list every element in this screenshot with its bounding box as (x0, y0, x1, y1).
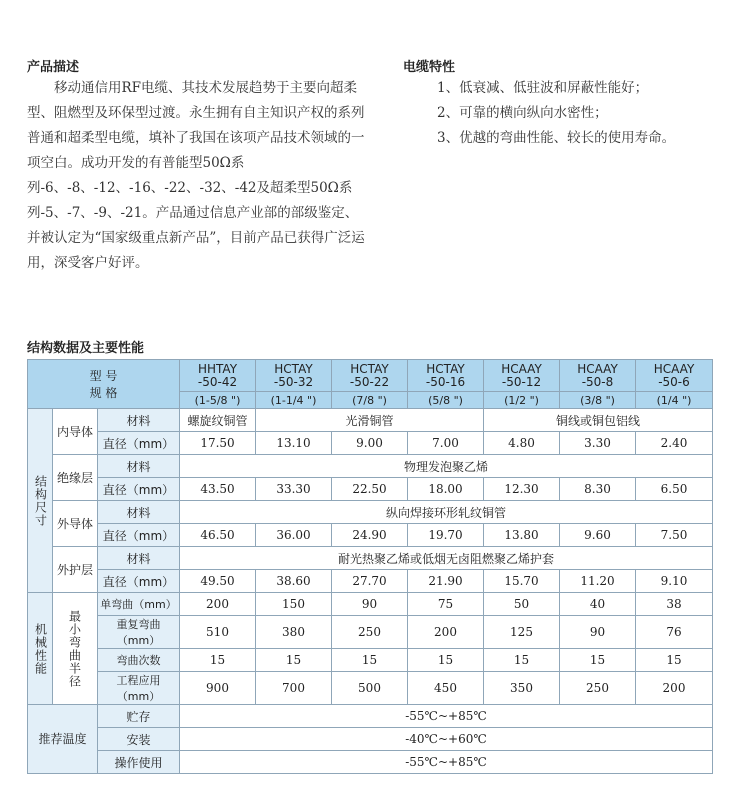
insulation-diameter: 33.30 (256, 478, 332, 501)
insulation-diameter: 43.50 (180, 478, 256, 501)
temp-row-label: 安装 (98, 728, 180, 751)
jacket-diameter: 9.10 (636, 570, 713, 593)
model-spec-label (28, 360, 180, 409)
outer-diameter: 24.90 (332, 524, 408, 547)
jacket-diameter: 27.70 (332, 570, 408, 593)
size-cell: (3/8 ") (560, 392, 636, 409)
model-name: HCAAY (653, 361, 695, 376)
product-description-text (27, 76, 367, 276)
temp-value: -40℃~+60℃ (180, 728, 713, 751)
mech-value: 15 (332, 649, 408, 672)
outer-diameter: 13.80 (484, 524, 560, 547)
outer-diameter: 9.60 (560, 524, 636, 547)
mech-value: 200 (408, 616, 484, 649)
model-code: -50-6 (658, 374, 690, 389)
jacket-diameter: 38.60 (256, 570, 332, 593)
model-cell (408, 360, 484, 392)
inner-diameter: 2.40 (636, 432, 713, 455)
outer-diameter: 7.50 (636, 524, 713, 547)
mech-value: 250 (560, 672, 636, 705)
mech-value: 15 (408, 649, 484, 672)
cable-features-title: 电缆特性 (403, 60, 456, 75)
model-code: -50-22 (349, 374, 390, 389)
inner-diameter: 9.00 (332, 432, 408, 455)
header-row-model (28, 360, 713, 392)
mech-value: 510 (180, 616, 256, 649)
outer-diameter: 19.70 (408, 524, 484, 547)
feature-item: 3、优越的弯曲性能、较长的使用寿命。 (437, 130, 676, 146)
material-label: 材料 (98, 501, 180, 524)
jacket-material-row (28, 547, 713, 570)
temp-row-operation (28, 751, 713, 774)
material-label: 材料 (98, 409, 180, 432)
insulation-diameter: 6.50 (636, 478, 713, 501)
mech-value: 50 (484, 593, 560, 616)
mech-value: 15 (180, 649, 256, 672)
mech-value: 200 (180, 593, 256, 616)
inner-material-a: 螺旋纹铜管 (180, 409, 256, 432)
size-cell: (1-5/8 ") (180, 392, 256, 409)
mech-value: 15 (256, 649, 332, 672)
mech-value: 38 (636, 593, 713, 616)
inner-conductor-label: 内导体 (53, 409, 98, 455)
mech-value: 450 (408, 672, 484, 705)
mech-value: 90 (560, 616, 636, 649)
mech-value: 200 (636, 672, 713, 705)
mech-value: 15 (484, 649, 560, 672)
size-label: 规 格 (89, 386, 118, 400)
model-name: HCTAY (426, 361, 465, 376)
mech-value: 75 (408, 593, 484, 616)
insulation-material: 物理发泡聚乙烯 (180, 455, 713, 478)
model-code: -50-16 (425, 374, 466, 389)
inner-material-b: 光滑铜管 (256, 409, 484, 432)
mech-value: 125 (484, 616, 560, 649)
inner-diameter: 13.10 (256, 432, 332, 455)
outer-diameter: 46.50 (180, 524, 256, 547)
outer-material: 纵向焊接环形轧纹铜管 (180, 501, 713, 524)
inner-diameter: 4.80 (484, 432, 560, 455)
jacket-material: 耐光热聚乙烯或低烟无卤阻燃聚乙烯护套 (180, 547, 713, 570)
cable-features-list (437, 76, 727, 151)
inner-material-c: 铜线或铜包铝线 (484, 409, 713, 432)
diameter-label: 直径（mm） (98, 570, 180, 593)
outer-diameter: 36.00 (256, 524, 332, 547)
temp-value: -55℃~+85℃ (180, 705, 713, 728)
diameter-label: 直径（mm） (98, 478, 180, 501)
size-cell: (5/8 ") (408, 392, 484, 409)
feature-item: 2、可靠的横向纵向水密性； (437, 105, 608, 121)
model-name: HCTAY (274, 361, 313, 376)
temp-row-storage (28, 705, 713, 728)
insulation-diameter: 22.50 (332, 478, 408, 501)
mech-value: 15 (636, 649, 713, 672)
description-paragraph: 移动通信用RF电缆、其技术发展趋势于主要向超柔型、阻燃型及环保型过渡。永生拥有自主知识产权的系列普通和超柔型电缆，填补了我国在该项产品技术领域的一项空白。成功开发的有普能型50Ω系列-6、-8、-12、-16、-22、-32、-42及超柔型50Ω系列-5、-7、-9、-21。产品通过信息产业部的部级鉴定、并被认定为“国家级重点新产品”，目前产品已获得广泛运用，深受客户好评。 (27, 80, 365, 271)
model-cell (332, 360, 408, 392)
model-cell (636, 360, 713, 392)
diameter-label: 直径（mm） (98, 432, 180, 455)
model-code: -50-32 (273, 374, 314, 389)
mech-value: 15 (560, 649, 636, 672)
mech-row-label: 工程应用（mm） (98, 672, 180, 705)
temp-row-label: 贮存 (98, 705, 180, 728)
mech-value: 900 (180, 672, 256, 705)
model-code: -50-12 (501, 374, 542, 389)
insulation-diameter-row (28, 478, 713, 501)
structure-group-label (28, 409, 53, 593)
jacket-label: 外护层 (53, 547, 98, 593)
jacket-diameter: 11.20 (560, 570, 636, 593)
jacket-diameter: 49.50 (180, 570, 256, 593)
jacket-diameter: 15.70 (484, 570, 560, 593)
mech-row-bend-count (28, 649, 713, 672)
size-cell: (1-1/4 ") (256, 392, 332, 409)
mechanical-label-text: 机械性能 (33, 622, 48, 675)
inner-diameter: 17.50 (180, 432, 256, 455)
mech-value: 350 (484, 672, 560, 705)
mech-row-repeat-bend (28, 616, 713, 649)
temp-row-install (28, 728, 713, 751)
model-code: -50-42 (197, 374, 238, 389)
mech-row-label: 重复弯曲（mm） (98, 616, 180, 649)
temp-value: -55℃~+85℃ (180, 751, 713, 774)
model-cell (484, 360, 560, 392)
model-name: HCAAY (577, 361, 618, 376)
mech-value: 40 (560, 593, 636, 616)
insulation-diameter: 8.30 (560, 478, 636, 501)
model-name: HCAAY (501, 361, 542, 376)
inner-diameter: 3.30 (560, 432, 636, 455)
insulation-diameter: 18.00 (408, 478, 484, 501)
insulation-diameter: 12.30 (484, 478, 560, 501)
mech-value: 76 (636, 616, 713, 649)
spec-table (27, 359, 713, 774)
model-name: HHTAY (197, 361, 238, 376)
size-cell: (1/4 ") (636, 392, 713, 409)
inner-material-row (28, 409, 713, 432)
model-code: -50-8 (581, 374, 614, 389)
mech-value: 500 (332, 672, 408, 705)
mech-row-label: 单弯曲（mm） (98, 593, 180, 616)
model-name: HCTAY (350, 361, 389, 376)
mechanical-group-label (28, 593, 53, 705)
size-cell: (1/2 ") (484, 392, 560, 409)
jacket-diameter: 21.90 (408, 570, 484, 593)
mech-value: 250 (332, 616, 408, 649)
feature-item: 1、低衰减、低驻波和屏蔽性能好； (437, 80, 649, 96)
insulation-label: 绝缘层 (53, 455, 98, 501)
jacket-diameter-row (28, 570, 713, 593)
size-cell: (7/8 ") (332, 392, 408, 409)
model-cell (560, 360, 636, 392)
mech-row-single-bend (28, 593, 713, 616)
mech-value: 700 (256, 672, 332, 705)
temperature-group-label: 推荐温度 (28, 705, 98, 774)
outer-conductor-label: 外导体 (53, 501, 98, 547)
mech-value: 150 (256, 593, 332, 616)
diameter-label: 直径（mm） (98, 524, 180, 547)
outer-diameter-row (28, 524, 713, 547)
model-label: 型 号 (89, 369, 118, 383)
structure-label-text: 结构尺寸 (33, 474, 48, 527)
inner-diameter: 7.00 (408, 432, 484, 455)
outer-material-row (28, 501, 713, 524)
insulation-material-row (28, 455, 713, 478)
bend-radius-text: 最小弯曲半径 (67, 609, 82, 688)
model-cell (180, 360, 256, 392)
mech-row-label: 弯曲次数 (98, 649, 180, 672)
inner-diameter-row (28, 432, 713, 455)
bend-radius-label (53, 593, 98, 705)
temp-row-label: 操作使用 (98, 751, 180, 774)
model-cell (256, 360, 332, 392)
product-description-title: 产品描述 (27, 60, 80, 75)
mech-row-engineering (28, 672, 713, 705)
mech-value: 90 (332, 593, 408, 616)
material-label: 材料 (98, 455, 180, 478)
material-label: 材料 (98, 547, 180, 570)
spec-table-title: 结构数据及主要性能 (27, 341, 145, 356)
mech-value: 380 (256, 616, 332, 649)
